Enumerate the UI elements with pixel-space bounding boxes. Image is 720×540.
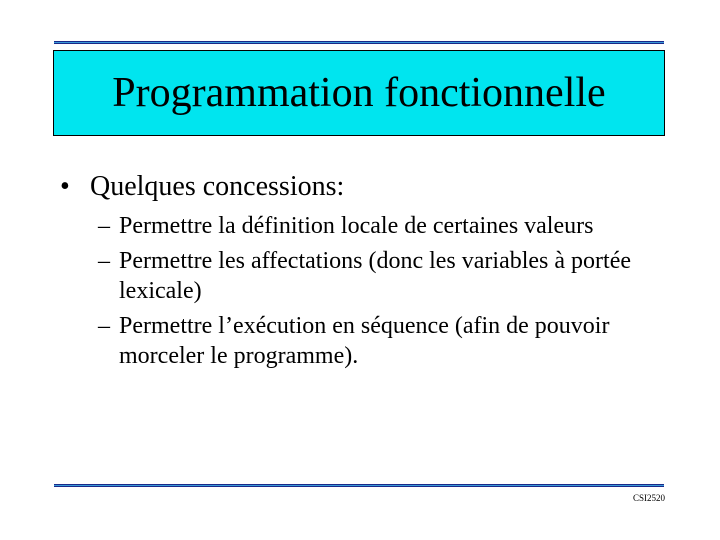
main-bullet	[60, 168, 660, 206]
slide-title: Programmation fonctionnelle	[112, 70, 606, 116]
sub-bullet	[98, 211, 660, 241]
sub-bullet-text: Permettre la définition locale de certaines valeurs	[119, 213, 594, 239]
dash-marker: –	[98, 213, 110, 239]
sub-bullet-text: Permettre l’exécution en séquence (afin de pouvoir morceler le programme).	[119, 313, 610, 369]
footer-course-code: CSI2520	[632, 493, 665, 503]
dash-marker: –	[98, 313, 110, 339]
top-divider	[54, 41, 664, 44]
main-bullet-text: Quelques concessions:	[90, 171, 345, 202]
sub-bullet-text: Permettre les affectations (donc les variables à portée lexicale)	[119, 248, 632, 304]
sub-bullet	[98, 246, 660, 306]
slide-content	[60, 168, 660, 371]
sub-bullet	[98, 311, 660, 371]
dash-marker: –	[98, 248, 110, 274]
bottom-divider	[54, 484, 664, 487]
bullet-marker: •	[60, 171, 70, 202]
title-box	[53, 50, 665, 136]
